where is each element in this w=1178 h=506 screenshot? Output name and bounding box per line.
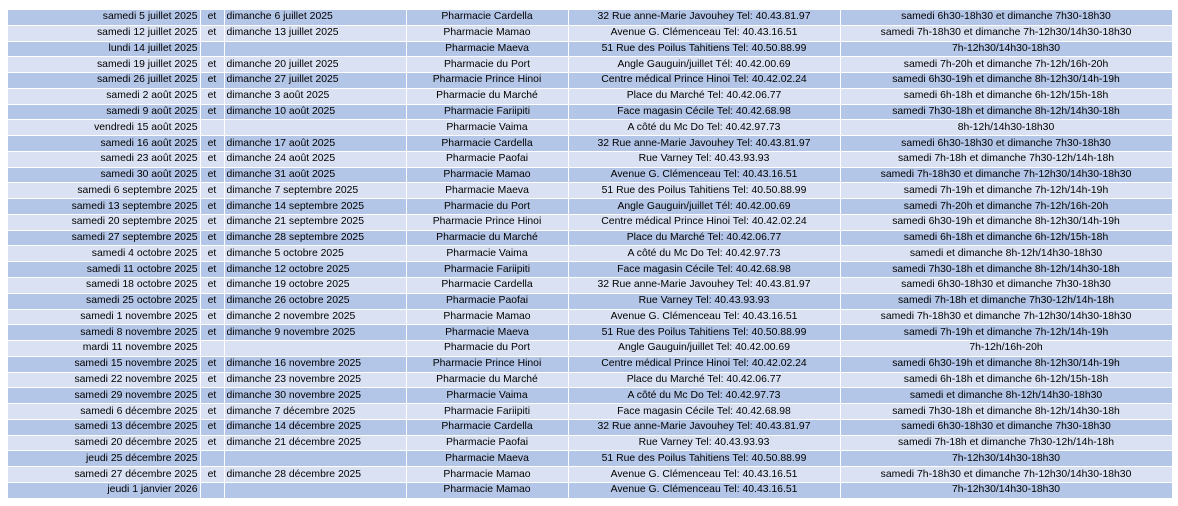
second-date-cell	[224, 451, 406, 467]
address-phone-cell: Avenue G. Clémenceau Tel: 40.43.16.51	[568, 482, 840, 498]
pharmacy-name-cell: Pharmacie Paofai	[406, 293, 568, 309]
first-date-cell: mardi 11 novembre 2025	[8, 341, 200, 357]
et-cell: et	[200, 246, 224, 262]
table-row	[8, 25, 1172, 41]
opening-hours-cell: samedi 6h30-18h30 et dimanche 7h30-18h30	[840, 419, 1172, 435]
second-date-cell: dimanche 21 septembre 2025	[224, 214, 406, 230]
address-phone-cell: 51 Rue des Poilus Tahitiens Tel: 40.50.88.99	[568, 41, 840, 57]
second-date-cell: dimanche 26 octobre 2025	[224, 293, 406, 309]
et-cell: et	[200, 136, 224, 152]
table-row	[8, 88, 1172, 104]
opening-hours-cell: samedi 7h-20h et dimanche 7h-12h/16h-20h	[840, 57, 1172, 73]
address-phone-cell: Centre médical Prince Hinoi Tel: 40.42.02.24	[568, 356, 840, 372]
first-date-cell: samedi 30 août 2025	[8, 167, 200, 183]
opening-hours-cell: samedi 7h-19h et dimanche 7h-12h/14h-19h	[840, 183, 1172, 199]
first-date-cell: samedi 8 novembre 2025	[8, 325, 200, 341]
first-date-cell: samedi 22 novembre 2025	[8, 372, 200, 388]
table-row	[8, 467, 1172, 483]
et-cell	[200, 120, 224, 136]
address-phone-cell: 32 Rue anne-Marie Javouhey Tel: 40.43.81.97	[568, 278, 840, 294]
opening-hours-cell: samedi 7h-18h30 et dimanche 7h-12h30/14h30-18h30	[840, 25, 1172, 41]
opening-hours-cell: samedi 6h30-18h30 et dimanche 7h30-18h30	[840, 10, 1172, 25]
second-date-cell: dimanche 16 novembre 2025	[224, 356, 406, 372]
pharmacy-name-cell: Pharmacie du Port	[406, 57, 568, 73]
address-phone-cell: A côté du Mc Do Tel: 40.42.97.73	[568, 120, 840, 136]
first-date-cell: samedi 1 novembre 2025	[8, 309, 200, 325]
address-phone-cell: Rue Varney Tel: 40.43.93.93	[568, 151, 840, 167]
pharmacy-name-cell: Pharmacie Mamao	[406, 25, 568, 41]
address-phone-cell: 32 Rue anne-Marie Javouhey Tel: 40.43.81.97	[568, 136, 840, 152]
table-row	[8, 151, 1172, 167]
first-date-cell: samedi 23 août 2025	[8, 151, 200, 167]
et-cell: et	[200, 88, 224, 104]
table-row	[8, 104, 1172, 120]
et-cell: et	[200, 388, 224, 404]
first-date-cell: samedi 6 septembre 2025	[8, 183, 200, 199]
first-date-cell: samedi 20 septembre 2025	[8, 214, 200, 230]
second-date-cell: dimanche 28 septembre 2025	[224, 230, 406, 246]
table-row	[8, 183, 1172, 199]
pharmacy-name-cell: Pharmacie Fariipiti	[406, 404, 568, 420]
opening-hours-cell: 7h-12h30/14h30-18h30	[840, 451, 1172, 467]
table-row	[8, 293, 1172, 309]
et-cell: et	[200, 25, 224, 41]
pharmacy-name-cell: Pharmacie Maeva	[406, 451, 568, 467]
address-phone-cell: 51 Rue des Poilus Tahitiens Tel: 40.50.88.99	[568, 325, 840, 341]
address-phone-cell: Face magasin Cécile Tel: 40.42.68.98	[568, 104, 840, 120]
et-cell: et	[200, 183, 224, 199]
et-cell: et	[200, 372, 224, 388]
second-date-cell: dimanche 27 juillet 2025	[224, 73, 406, 89]
table-row	[8, 356, 1172, 372]
pharmacy-name-cell: Pharmacie du Marché	[406, 88, 568, 104]
et-cell	[200, 451, 224, 467]
pharmacy-name-cell: Pharmacie Mamao	[406, 467, 568, 483]
table-row	[8, 57, 1172, 73]
pharmacy-name-cell: Pharmacie du Port	[406, 341, 568, 357]
address-phone-cell: Centre médical Prince Hinoi Tel: 40.42.02.24	[568, 214, 840, 230]
second-date-cell: dimanche 14 septembre 2025	[224, 199, 406, 215]
opening-hours-cell: samedi et dimanche 8h-12h/14h30-18h30	[840, 246, 1172, 262]
address-phone-cell: Avenue G. Clémenceau Tel: 40.43.16.51	[568, 25, 840, 41]
second-date-cell: dimanche 17 août 2025	[224, 136, 406, 152]
second-date-cell: dimanche 30 novembre 2025	[224, 388, 406, 404]
et-cell: et	[200, 419, 224, 435]
et-cell: et	[200, 151, 224, 167]
opening-hours-cell: samedi 7h30-18h et dimanche 8h-12h/14h30-18h	[840, 404, 1172, 420]
et-cell: et	[200, 199, 224, 215]
second-date-cell: dimanche 20 juillet 2025	[224, 57, 406, 73]
pharmacy-duty-table	[8, 10, 1173, 499]
et-cell: et	[200, 467, 224, 483]
opening-hours-cell: 8h-12h/14h30-18h30	[840, 120, 1172, 136]
et-cell: et	[200, 73, 224, 89]
table-row	[8, 73, 1172, 89]
et-cell: et	[200, 262, 224, 278]
table-row	[8, 325, 1172, 341]
opening-hours-cell: samedi et dimanche 8h-12h/14h30-18h30	[840, 388, 1172, 404]
pharmacy-name-cell: Pharmacie Prince Hinoi	[406, 214, 568, 230]
table-row	[8, 120, 1172, 136]
et-cell: et	[200, 57, 224, 73]
first-date-cell: samedi 16 août 2025	[8, 136, 200, 152]
et-cell: et	[200, 325, 224, 341]
first-date-cell: samedi 27 décembre 2025	[8, 467, 200, 483]
second-date-cell: dimanche 24 août 2025	[224, 151, 406, 167]
table-row	[8, 136, 1172, 152]
et-cell: et	[200, 230, 224, 246]
address-phone-cell: Rue Varney Tel: 40.43.93.93	[568, 435, 840, 451]
pharmacy-name-cell: Pharmacie Prince Hinoi	[406, 356, 568, 372]
first-date-cell: samedi 25 octobre 2025	[8, 293, 200, 309]
first-date-cell: samedi 29 novembre 2025	[8, 388, 200, 404]
pharmacy-name-cell: Pharmacie du Marché	[406, 372, 568, 388]
et-cell	[200, 482, 224, 498]
first-date-cell: samedi 15 novembre 2025	[8, 356, 200, 372]
pharmacy-name-cell: Pharmacie Maeva	[406, 183, 568, 199]
table-row	[8, 278, 1172, 294]
second-date-cell: dimanche 3 août 2025	[224, 88, 406, 104]
opening-hours-cell: samedi 6h-18h et dimanche 6h-12h/15h-18h	[840, 372, 1172, 388]
second-date-cell	[224, 120, 406, 136]
second-date-cell: dimanche 21 décembre 2025	[224, 435, 406, 451]
first-date-cell: samedi 9 août 2025	[8, 104, 200, 120]
opening-hours-cell: samedi 6h30-18h30 et dimanche 7h30-18h30	[840, 278, 1172, 294]
first-date-cell: samedi 27 septembre 2025	[8, 230, 200, 246]
opening-hours-cell: samedi 7h-18h et dimanche 7h30-12h/14h-18h	[840, 151, 1172, 167]
pharmacy-name-cell: Pharmacie Vaima	[406, 120, 568, 136]
address-phone-cell: Place du Marché Tel: 40.42.06.77	[568, 88, 840, 104]
first-date-cell: samedi 13 septembre 2025	[8, 199, 200, 215]
table-row	[8, 246, 1172, 262]
et-cell: et	[200, 10, 224, 25]
address-phone-cell: A côté du Mc Do Tel: 40.42.97.73	[568, 246, 840, 262]
table-row	[8, 404, 1172, 420]
opening-hours-cell: samedi 7h-18h30 et dimanche 7h-12h30/14h30-18h30	[840, 167, 1172, 183]
table-row	[8, 419, 1172, 435]
table-row	[8, 341, 1172, 357]
pharmacy-name-cell: Pharmacie Prince Hinoi	[406, 73, 568, 89]
et-cell: et	[200, 309, 224, 325]
first-date-cell: samedi 5 juillet 2025	[8, 10, 200, 25]
opening-hours-cell: samedi 6h30-19h et dimanche 8h-12h30/14h-19h	[840, 356, 1172, 372]
opening-hours-cell: 7h-12h30/14h30-18h30	[840, 482, 1172, 498]
opening-hours-cell: samedi 6h-18h et dimanche 6h-12h/15h-18h	[840, 88, 1172, 104]
pharmacy-name-cell: Pharmacie du Marché	[406, 230, 568, 246]
pharmacy-name-cell: Pharmacie Maeva	[406, 41, 568, 57]
first-date-cell: vendredi 15 août 2025	[8, 120, 200, 136]
et-cell: et	[200, 167, 224, 183]
pharmacy-name-cell: Pharmacie Mamao	[406, 167, 568, 183]
table-row	[8, 435, 1172, 451]
second-date-cell: dimanche 5 octobre 2025	[224, 246, 406, 262]
opening-hours-cell: samedi 7h30-18h et dimanche 8h-12h/14h30-18h	[840, 262, 1172, 278]
address-phone-cell: Face magasin Cécile Tel: 40.42.68.98	[568, 404, 840, 420]
pharmacy-name-cell: Pharmacie Mamao	[406, 309, 568, 325]
address-phone-cell: Rue Varney Tel: 40.43.93.93	[568, 293, 840, 309]
second-date-cell: dimanche 2 novembre 2025	[224, 309, 406, 325]
opening-hours-cell: samedi 7h-20h et dimanche 7h-12h/16h-20h	[840, 199, 1172, 215]
table-row	[8, 482, 1172, 498]
pharmacy-name-cell: Pharmacie Cardella	[406, 10, 568, 25]
first-date-cell: samedi 12 juillet 2025	[8, 25, 200, 41]
table-row	[8, 10, 1172, 25]
table-row	[8, 199, 1172, 215]
table-row	[8, 451, 1172, 467]
table-row	[8, 372, 1172, 388]
pharmacy-name-cell: Pharmacie Paofai	[406, 151, 568, 167]
second-date-cell: dimanche 23 novembre 2025	[224, 372, 406, 388]
first-date-cell: samedi 26 juillet 2025	[8, 73, 200, 89]
second-date-cell: dimanche 6 juillet 2025	[224, 10, 406, 25]
opening-hours-cell: samedi 6h30-18h30 et dimanche 7h30-18h30	[840, 136, 1172, 152]
et-cell	[200, 341, 224, 357]
first-date-cell: samedi 20 décembre 2025	[8, 435, 200, 451]
pharmacy-name-cell: Pharmacie du Port	[406, 199, 568, 215]
et-cell: et	[200, 214, 224, 230]
table-row	[8, 41, 1172, 57]
pharmacy-name-cell: Pharmacie Vaima	[406, 246, 568, 262]
opening-hours-cell: samedi 7h-19h et dimanche 7h-12h/14h-19h	[840, 325, 1172, 341]
second-date-cell	[224, 41, 406, 57]
et-cell: et	[200, 404, 224, 420]
opening-hours-cell: 7h-12h/16h-20h	[840, 341, 1172, 357]
address-phone-cell: 32 Rue anne-Marie Javouhey Tel: 40.43.81.97	[568, 419, 840, 435]
first-date-cell: jeudi 25 décembre 2025	[8, 451, 200, 467]
opening-hours-cell: samedi 7h-18h et dimanche 7h30-12h/14h-18h	[840, 435, 1172, 451]
second-date-cell: dimanche 28 décembre 2025	[224, 467, 406, 483]
first-date-cell: samedi 13 décembre 2025	[8, 419, 200, 435]
address-phone-cell: Angle Gauguin/juillet Tél: 40.42.00.69	[568, 57, 840, 73]
first-date-cell: samedi 18 octobre 2025	[8, 278, 200, 294]
et-cell: et	[200, 435, 224, 451]
opening-hours-cell: samedi 6h30-19h et dimanche 8h-12h30/14h-19h	[840, 73, 1172, 89]
et-cell	[200, 41, 224, 57]
first-date-cell: lundi 14 juillet 2025	[8, 41, 200, 57]
table-row	[8, 309, 1172, 325]
address-phone-cell: Centre médical Prince Hinoi Tel: 40.42.02.24	[568, 73, 840, 89]
table-row	[8, 167, 1172, 183]
address-phone-cell: 32 Rue anne-Marie Javouhey Tel: 40.43.81.97	[568, 10, 840, 25]
second-date-cell: dimanche 7 décembre 2025	[224, 404, 406, 420]
table-row	[8, 230, 1172, 246]
address-phone-cell: Angle Gauguin/juillet Tél: 40.42.00.69	[568, 199, 840, 215]
table-row	[8, 262, 1172, 278]
et-cell: et	[200, 104, 224, 120]
address-phone-cell: 51 Rue des Poilus Tahitiens Tel: 40.50.88.99	[568, 183, 840, 199]
first-date-cell: samedi 11 octobre 2025	[8, 262, 200, 278]
address-phone-cell: Place du Marché Tel: 40.42.06.77	[568, 230, 840, 246]
address-phone-cell: Face magasin Cécile Tel: 40.42.68.98	[568, 262, 840, 278]
first-date-cell: samedi 19 juillet 2025	[8, 57, 200, 73]
table-body	[8, 10, 1172, 498]
address-phone-cell: A côté du Mc Do Tel: 40.42.97.73	[568, 388, 840, 404]
second-date-cell: dimanche 14 décembre 2025	[224, 419, 406, 435]
opening-hours-cell: samedi 7h-18h30 et dimanche 7h-12h30/14h30-18h30	[840, 309, 1172, 325]
first-date-cell: jeudi 1 janvier 2026	[8, 482, 200, 498]
first-date-cell: samedi 2 août 2025	[8, 88, 200, 104]
et-cell: et	[200, 278, 224, 294]
address-phone-cell: 51 Rue des Poilus Tahitiens Tel: 40.50.88.99	[568, 451, 840, 467]
opening-hours-cell: samedi 7h30-18h et dimanche 8h-12h/14h30-18h	[840, 104, 1172, 120]
pharmacy-name-cell: Pharmacie Vaima	[406, 388, 568, 404]
first-date-cell: samedi 6 décembre 2025	[8, 404, 200, 420]
second-date-cell: dimanche 19 octobre 2025	[224, 278, 406, 294]
second-date-cell	[224, 341, 406, 357]
address-phone-cell: Avenue G. Clémenceau Tel: 40.43.16.51	[568, 309, 840, 325]
second-date-cell: dimanche 10 août 2025	[224, 104, 406, 120]
pharmacy-name-cell: Pharmacie Cardella	[406, 278, 568, 294]
pharmacy-name-cell: Pharmacie Cardella	[406, 419, 568, 435]
opening-hours-cell: samedi 7h-18h et dimanche 7h30-12h/14h-18h	[840, 293, 1172, 309]
second-date-cell: dimanche 13 juillet 2025	[224, 25, 406, 41]
pharmacy-name-cell: Pharmacie Fariipiti	[406, 104, 568, 120]
opening-hours-cell: samedi 7h-18h30 et dimanche 7h-12h30/14h30-18h30	[840, 467, 1172, 483]
first-date-cell: samedi 4 octobre 2025	[8, 246, 200, 262]
pharmacy-name-cell: Pharmacie Cardella	[406, 136, 568, 152]
address-phone-cell: Angle Gauguin/juillet Tel: 40.42.00.69	[568, 341, 840, 357]
opening-hours-cell: 7h-12h30/14h30-18h30	[840, 41, 1172, 57]
second-date-cell: dimanche 12 octobre 2025	[224, 262, 406, 278]
et-cell: et	[200, 293, 224, 309]
address-phone-cell: Avenue G. Clémenceau Tel: 40.43.16.51	[568, 467, 840, 483]
opening-hours-cell: samedi 6h30-19h et dimanche 8h-12h30/14h-19h	[840, 214, 1172, 230]
opening-hours-cell: samedi 6h-18h et dimanche 6h-12h/15h-18h	[840, 230, 1172, 246]
pharmacy-name-cell: Pharmacie Mamao	[406, 482, 568, 498]
pharmacy-name-cell: Pharmacie Fariipiti	[406, 262, 568, 278]
pharmacy-name-cell: Pharmacie Maeva	[406, 325, 568, 341]
table-row	[8, 214, 1172, 230]
table-row	[8, 388, 1172, 404]
address-phone-cell: Avenue G. Clémenceau Tel: 40.43.16.51	[568, 167, 840, 183]
second-date-cell: dimanche 7 septembre 2025	[224, 183, 406, 199]
et-cell: et	[200, 356, 224, 372]
second-date-cell: dimanche 9 novembre 2025	[224, 325, 406, 341]
pharmacy-name-cell: Pharmacie Paofai	[406, 435, 568, 451]
second-date-cell: dimanche 31 août 2025	[224, 167, 406, 183]
second-date-cell	[224, 482, 406, 498]
address-phone-cell: Place du Marché Tel: 40.42.06.77	[568, 372, 840, 388]
